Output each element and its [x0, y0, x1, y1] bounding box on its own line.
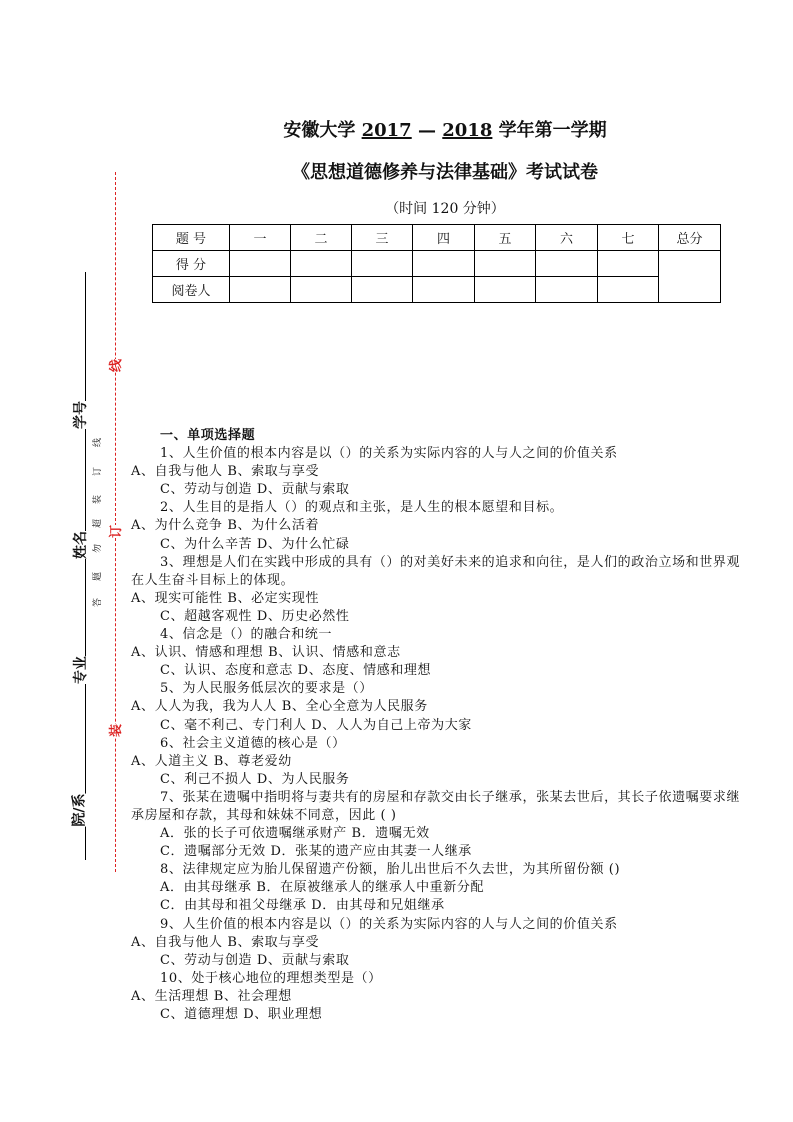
warning-char: 订	[93, 466, 104, 477]
grader-cell	[230, 277, 291, 303]
grader-cell	[598, 277, 659, 303]
question-line: A、人道主义 B、尊老爱幼	[131, 753, 292, 769]
question-line: 1、人生价值的根本内容是以（）的关系为实际内容的人与人之间的价值关系	[160, 446, 618, 462]
question-line: 3、理想是人们在实践中形成的具有（）的对美好未来的追求和向往，是人们的政治立场和世界观	[160, 554, 741, 570]
question-line: A、自我与他人 B、索取与享受	[131, 464, 320, 480]
question-line: C、认识、态度和意志 D、态度、情感和理想	[160, 663, 432, 679]
question-line: 5、为人民服务低层次的要求是（）	[160, 681, 373, 697]
field-major: 专业	[70, 656, 90, 684]
score-cell	[352, 251, 413, 277]
school-name: 安徽大学	[283, 120, 356, 141]
question-line: A、自我与他人 B、索取与享受	[131, 934, 320, 950]
field-department: 院/系	[69, 793, 89, 826]
col-header: 六	[536, 225, 598, 251]
year-end: 2018	[442, 120, 493, 141]
question-line: C、劳动与创造 D、贡献与索取	[160, 482, 350, 498]
term: 学年第一学期	[498, 120, 607, 141]
row-label: 得 分	[153, 251, 230, 277]
question-line: 10、处于核心地位的理想类型是（）	[160, 970, 382, 986]
warning-char: 线	[93, 437, 104, 448]
question-line: 6、社会主义道德的核心是（）	[160, 735, 346, 751]
grader-cell	[352, 277, 413, 303]
exam-header	[0, 116, 793, 142]
question-line: C．由其母和祖父母继承 D．由其母和兄姐继承	[160, 898, 445, 914]
cut-mark: 订	[105, 525, 124, 538]
row-label: 题 号	[153, 225, 230, 251]
question-line: A、为什么竞争 B、为什么活着	[131, 518, 320, 534]
question-line: A、认识、情感和理想 B、认识、情感和意志	[131, 645, 401, 661]
question-line: A、生活理想 B、社会理想	[131, 988, 292, 1004]
year-dash: —	[418, 120, 436, 141]
score-cell	[291, 251, 352, 277]
col-header: 四	[413, 225, 475, 251]
warning-char: 超	[93, 518, 104, 529]
year-start: 2017	[361, 120, 412, 141]
question-line: 在人生奋斗目标上的体现。	[131, 572, 295, 588]
field-student-id: 学号	[70, 401, 90, 429]
question-line: A．由其母继承 B．在原被继承人的继承人中重新分配	[160, 880, 485, 896]
question-line: 7、张某在遗嘱中指明将与妻共有的房屋和存款交由长子继承，张某去世后，其长子依遗嘱要求继	[160, 789, 741, 805]
warning-char: 勿	[93, 543, 104, 554]
question-line: A、现实可能性 B、必定实现性	[131, 590, 320, 606]
question-line: C．遗嘱部分无效 D．张某的遗产应由其妻一人继承	[160, 844, 472, 860]
total-header: 总分	[659, 225, 721, 251]
score-cell	[475, 251, 536, 277]
course-title: 《思想道德修养与法律基础》考试试卷	[292, 162, 598, 183]
col-header: 五	[475, 225, 536, 251]
binding-line	[85, 272, 86, 860]
score-cell	[536, 251, 598, 277]
question-line: C、毫不利己、专门利人 D、人人为自己上帝为大家	[160, 717, 472, 733]
cut-mark: 装	[105, 724, 124, 737]
warning-char: 答	[93, 597, 104, 608]
warning-char: 题	[93, 571, 104, 582]
question-line: 4、信念是（）的融合和统一	[160, 627, 333, 643]
grader-cell	[536, 277, 598, 303]
field-name: 姓名	[70, 531, 90, 559]
question-line: C、利己不损人 D、为人民服务	[160, 771, 350, 787]
section-heading: 一、单项选择题	[160, 428, 256, 443]
grader-cell	[475, 277, 536, 303]
question-line: 承房屋和存款，其母和妹妹不同意，因此 ( )	[131, 807, 397, 823]
cut-mark: 线	[105, 359, 124, 372]
total-cell	[659, 251, 721, 303]
score-table	[152, 224, 721, 303]
question-line: A、人人为我，我为人人 B、全心全意为人民服务	[131, 699, 428, 715]
question-line: C、道德理想 D、职业理想	[160, 1007, 323, 1022]
grader-cell	[413, 277, 475, 303]
col-header: 二	[291, 225, 352, 251]
score-cell	[230, 251, 291, 277]
row-label: 阅卷人	[153, 277, 230, 303]
col-header: 七	[598, 225, 659, 251]
col-header: 一	[230, 225, 291, 251]
score-cell	[598, 251, 659, 277]
questions-section	[131, 427, 791, 1024]
question-line: 9、人生价值的根本内容是以（）的关系为实际内容的人与人之间的价值关系	[160, 916, 618, 932]
col-header: 三	[352, 225, 413, 251]
question-line: A．张的长子可依遗嘱继承财产 B．遗嘱无效	[160, 826, 430, 842]
cut-line	[115, 172, 116, 872]
warning-char: 装	[93, 494, 104, 505]
score-cell	[413, 251, 475, 277]
question-line: C、劳动与创造 D、贡献与索取	[160, 952, 350, 968]
question-line: C、超越客观性 D、历史必然性	[160, 608, 350, 624]
question-line: 8、法律规定应为胎儿保留遗产份额，胎儿出世后不久去世，为其所留份额 ()	[160, 862, 621, 878]
question-line: C、为什么辛苦 D、为什么忙碌	[160, 536, 350, 552]
time-note: （时间 120 分钟）	[385, 201, 505, 217]
grader-cell	[291, 277, 352, 303]
question-line: 2、人生目的是指人（）的观点和主张，是人生的根本愿望和目标。	[160, 500, 564, 516]
